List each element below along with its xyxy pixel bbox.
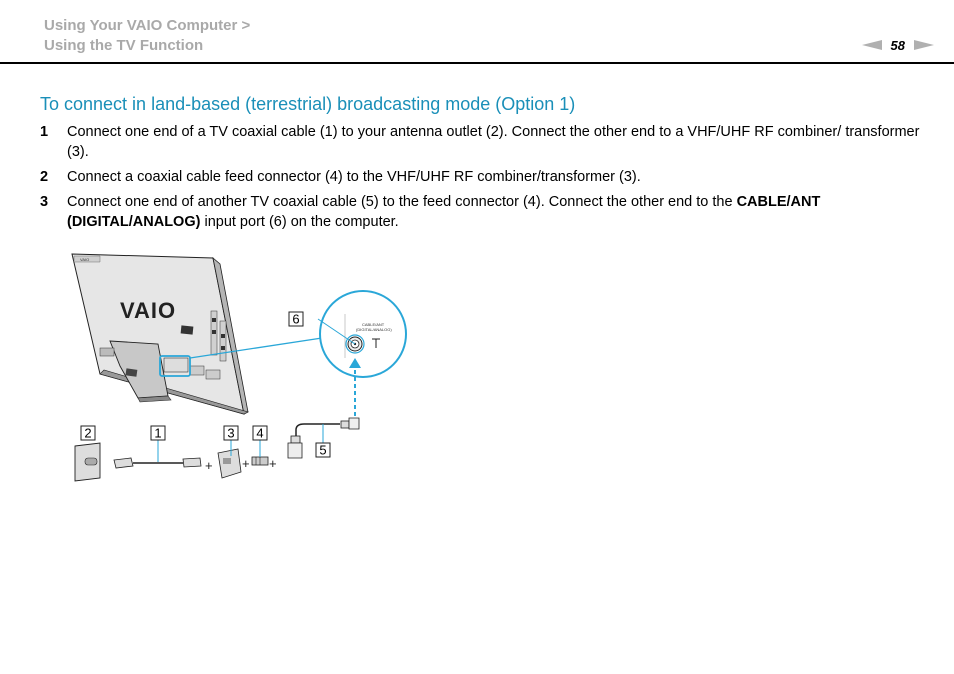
connection-diagram	[60, 246, 420, 486]
computer-rear-icon	[72, 254, 248, 414]
callout-4: 4	[256, 425, 264, 441]
step-text-after: input port (6) on the computer.	[200, 214, 399, 230]
callout-1: 1	[154, 425, 162, 441]
step-2	[40, 167, 930, 187]
page-navigation	[862, 37, 934, 53]
step-number: 3	[40, 194, 49, 210]
step-list	[40, 122, 930, 237]
svg-text:VAIO: VAIO	[80, 257, 90, 262]
svg-text:+: +	[269, 456, 277, 471]
svg-text:+: +	[242, 456, 250, 471]
callout-2: 2	[84, 425, 92, 441]
step-number: 2	[40, 169, 49, 185]
step-text: Connect one end of a TV coaxial cable (1) to your antenna outlet (2). Connect the other end to a VHF/UHF RF combiner/ transformer (3).	[67, 124, 920, 160]
feed-connector-icon	[252, 456, 277, 471]
vaio-logo-text: VAIO	[120, 298, 177, 323]
callout-3: 3	[227, 425, 235, 441]
svg-text:+: +	[205, 458, 213, 473]
step-3	[40, 192, 930, 232]
port-name: CABLE/ANT (DIGITAL/ANALOG)	[67, 194, 821, 230]
port-label-line2: (DIGITAL/ANALOG)	[356, 327, 392, 332]
step-text: Connect a coaxial cable feed connector (4) to the VHF/UHF RF combiner/transformer (3).	[67, 169, 641, 185]
tv-port-icon	[318, 291, 406, 377]
port-label-line1: CABLE/ANT	[362, 322, 385, 327]
breadcrumb-parent[interactable]: Using Your VAIO Computer >	[44, 17, 251, 34]
antenna-outlet-icon	[75, 443, 100, 481]
callout-6: 6	[292, 311, 300, 327]
header-divider	[0, 62, 954, 64]
previous-page-arrow-icon[interactable]	[862, 40, 882, 50]
rf-combiner-icon	[218, 449, 250, 478]
callout-5: 5	[319, 442, 327, 458]
page-number: 58	[890, 37, 905, 53]
step-1	[40, 122, 930, 162]
breadcrumb	[44, 16, 250, 56]
coaxial-cable-icon	[114, 458, 213, 473]
step-number: 1	[40, 124, 49, 140]
next-page-arrow-icon[interactable]	[914, 40, 934, 50]
section-title: To connect in land-based (terrestrial) broadcasting mode (Option 1)	[40, 94, 576, 114]
breadcrumb-current: Using the TV Function	[44, 37, 204, 54]
step-text-before: Connect one end of another TV coaxial cable (5) to the feed connector (4). Connect the other end to the	[67, 194, 737, 210]
